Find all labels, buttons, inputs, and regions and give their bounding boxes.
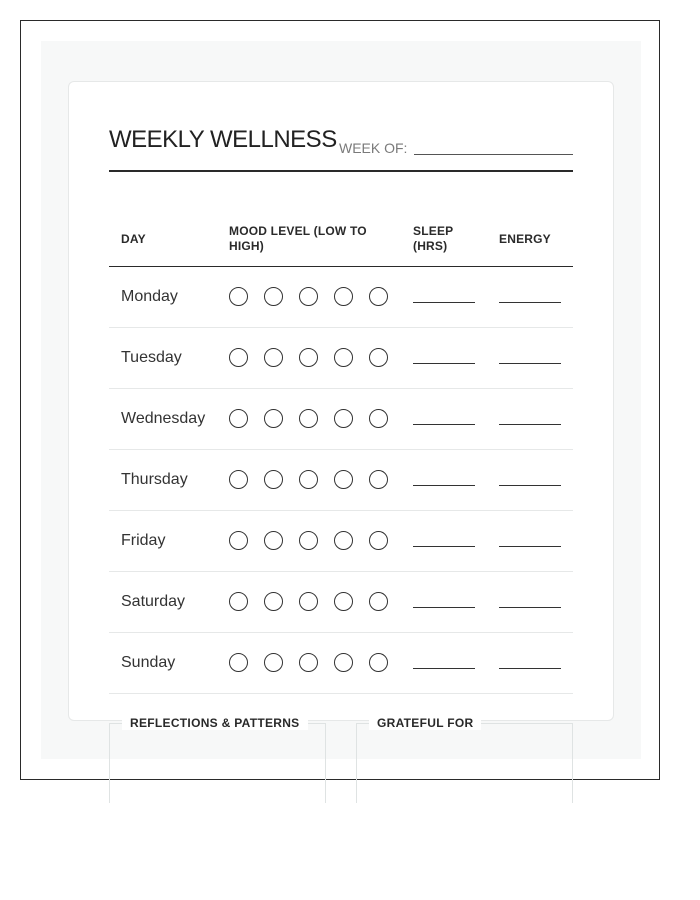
reflections-box[interactable] bbox=[109, 716, 326, 803]
energy-field[interactable] bbox=[499, 363, 561, 364]
mood-circle[interactable] bbox=[369, 653, 388, 672]
mood-circle[interactable] bbox=[299, 470, 318, 489]
mood-circle[interactable] bbox=[334, 409, 353, 428]
mood-circle[interactable] bbox=[264, 287, 283, 306]
mood-circle[interactable] bbox=[264, 592, 283, 611]
table-row bbox=[109, 572, 573, 633]
mood-circle[interactable] bbox=[299, 592, 318, 611]
sleep-field[interactable] bbox=[413, 302, 475, 303]
mood-circle[interactable] bbox=[229, 531, 248, 550]
mood-circle[interactable] bbox=[334, 531, 353, 550]
day-label: Tuesday bbox=[121, 349, 182, 366]
sleep-field[interactable] bbox=[413, 485, 475, 486]
sleep-field[interactable] bbox=[413, 546, 475, 547]
column-header-energy: ENERGY bbox=[499, 232, 551, 246]
energy-field[interactable] bbox=[499, 607, 561, 608]
table-header bbox=[109, 214, 573, 267]
mood-circle[interactable] bbox=[264, 348, 283, 367]
day-label: Wednesday bbox=[121, 410, 206, 427]
table-body bbox=[109, 267, 573, 694]
column-header-mood: MOOD LEVEL (LOW TO HIGH) bbox=[229, 224, 367, 253]
mood-circle[interactable] bbox=[299, 348, 318, 367]
page-title: WEEKLY WELLNESS bbox=[109, 126, 337, 153]
mood-circle[interactable] bbox=[264, 653, 283, 672]
energy-field[interactable] bbox=[499, 546, 561, 547]
day-label: Thursday bbox=[121, 471, 188, 488]
mood-circle[interactable] bbox=[229, 409, 248, 428]
day-label: Friday bbox=[121, 532, 166, 549]
mood-circle[interactable] bbox=[299, 531, 318, 550]
table-row bbox=[109, 633, 573, 694]
day-label: Monday bbox=[121, 288, 178, 305]
mood-circle[interactable] bbox=[369, 531, 388, 550]
mood-circle[interactable] bbox=[229, 653, 248, 672]
mood-circle[interactable] bbox=[369, 470, 388, 489]
mood-circle[interactable] bbox=[369, 348, 388, 367]
day-label: Sunday bbox=[121, 654, 176, 671]
mood-circle[interactable] bbox=[299, 653, 318, 672]
mood-circle[interactable] bbox=[334, 287, 353, 306]
mood-circle[interactable] bbox=[299, 409, 318, 428]
week-of-field[interactable] bbox=[414, 154, 573, 155]
mood-circle[interactable] bbox=[299, 287, 318, 306]
mood-circle[interactable] bbox=[264, 409, 283, 428]
mood-circle[interactable] bbox=[264, 531, 283, 550]
mood-circle[interactable] bbox=[369, 287, 388, 306]
mood-circle[interactable] bbox=[334, 348, 353, 367]
sleep-field[interactable] bbox=[413, 363, 475, 364]
mood-circle[interactable] bbox=[369, 592, 388, 611]
energy-field[interactable] bbox=[499, 424, 561, 425]
reflections-label: REFLECTIONS & PATTERNS bbox=[122, 716, 308, 730]
sleep-field[interactable] bbox=[413, 424, 475, 425]
table-row bbox=[109, 450, 573, 511]
table-row bbox=[109, 267, 573, 328]
mood-circle[interactable] bbox=[334, 592, 353, 611]
day-label: Saturday bbox=[121, 593, 186, 610]
mood-circle[interactable] bbox=[334, 653, 353, 672]
mood-circle[interactable] bbox=[334, 470, 353, 489]
sleep-field[interactable] bbox=[413, 607, 475, 608]
mood-circle[interactable] bbox=[264, 470, 283, 489]
sleep-field[interactable] bbox=[413, 668, 475, 669]
table-row bbox=[109, 328, 573, 389]
column-header-sleep: SLEEP (HRS) bbox=[413, 224, 454, 253]
mood-circle[interactable] bbox=[229, 592, 248, 611]
column-header-day: DAY bbox=[121, 232, 146, 246]
energy-field[interactable] bbox=[499, 668, 561, 669]
grateful-box[interactable] bbox=[356, 716, 573, 803]
mood-circle[interactable] bbox=[229, 348, 248, 367]
energy-field[interactable] bbox=[499, 485, 561, 486]
mood-circle[interactable] bbox=[229, 287, 248, 306]
grateful-label: GRATEFUL FOR bbox=[369, 716, 481, 730]
title-row bbox=[109, 126, 573, 172]
week-of-label: WEEK OF: bbox=[339, 140, 408, 156]
table-row bbox=[109, 511, 573, 572]
energy-field[interactable] bbox=[499, 302, 561, 303]
table-row bbox=[109, 389, 573, 450]
mood-circle[interactable] bbox=[369, 409, 388, 428]
mood-circle[interactable] bbox=[229, 470, 248, 489]
